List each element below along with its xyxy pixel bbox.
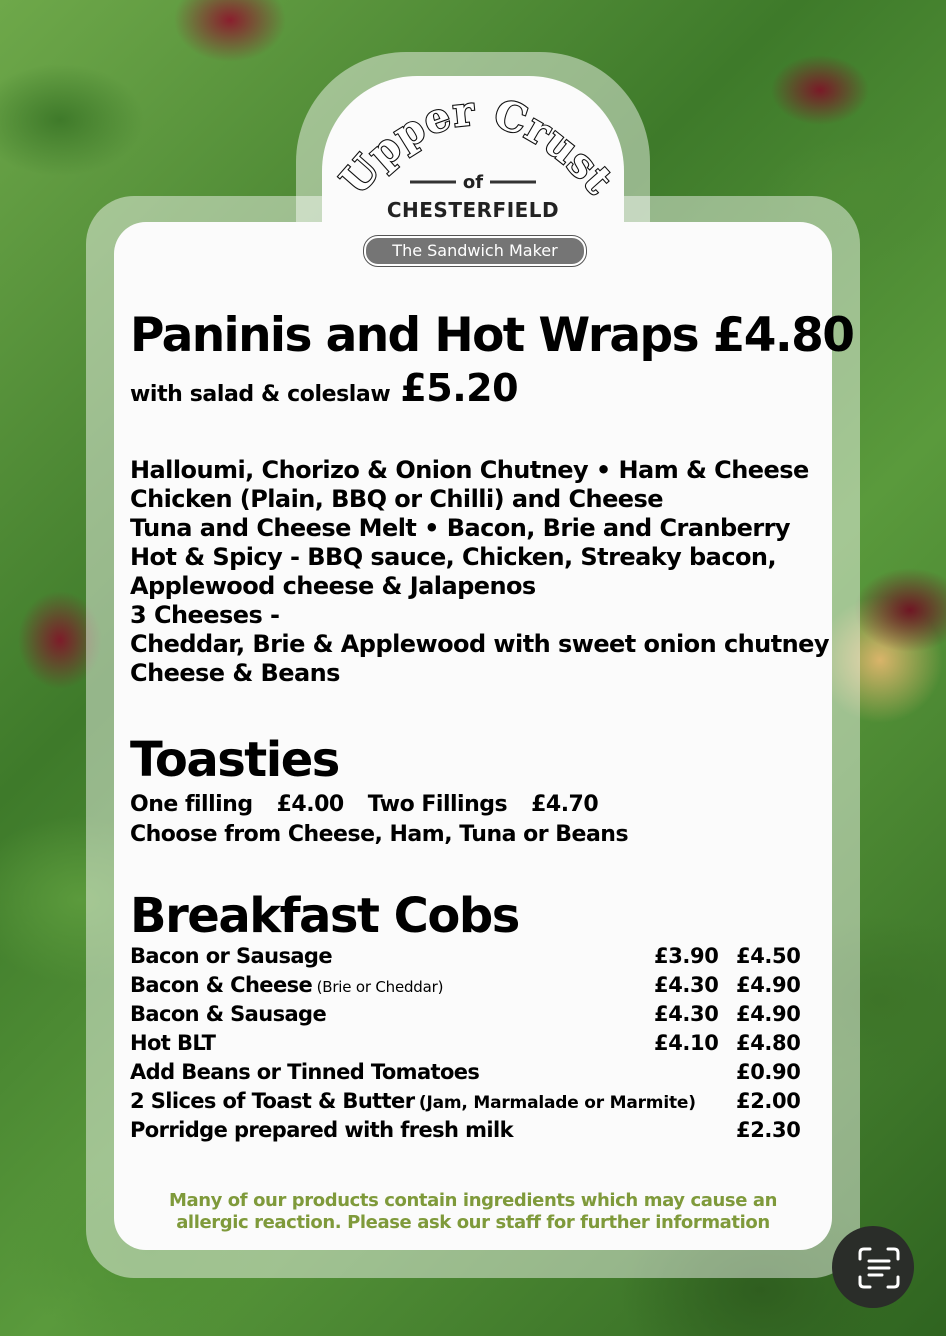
- breakfast-row: [130, 1116, 801, 1145]
- breakfast-row: [130, 971, 801, 1000]
- toasties-choose: Choose from Cheese, Ham, Tuna or Beans: [130, 822, 629, 847]
- allergy-line: Many of our products contain ingredients which may cause an: [168, 1190, 778, 1211]
- toastie-two-label: Two Fillings: [367, 792, 508, 817]
- item-price: £4.10: [654, 1031, 719, 1055]
- brand-of: of: [462, 172, 484, 193]
- toasties-prices: [130, 792, 598, 817]
- breakfast-list: [130, 942, 801, 1145]
- item-label: Hot BLT: [130, 1031, 216, 1055]
- item-note: (Brie or Cheddar): [316, 978, 444, 996]
- item-price: £2.00: [736, 1089, 801, 1113]
- item-note: (Jam, Marmalade or Marmite): [418, 1093, 696, 1113]
- panini-line: Tuna and Cheese Melt • Bacon, Brie and Cranberry: [130, 514, 791, 542]
- toastie-one-label: One filling: [130, 792, 253, 817]
- item-price: £3.90: [654, 944, 719, 968]
- item-label: Bacon & Sausage: [130, 1002, 327, 1026]
- item-price: £4.30: [654, 973, 719, 997]
- item-label: Porridge prepared with fresh milk: [130, 1118, 513, 1142]
- panini-line: Hot & Spicy - BBQ sauce, Chicken, Streaky bacon,: [130, 543, 777, 571]
- toasties-heading: Toasties: [130, 732, 339, 788]
- item-price: £0.90: [736, 1060, 801, 1084]
- panini-line: Cheddar, Brie & Applewood with sweet onion chutney: [130, 630, 829, 658]
- item-price-large: £4.50: [736, 944, 801, 968]
- toastie-two-price: £4.70: [531, 792, 599, 817]
- allergy-notice: [150, 1190, 796, 1234]
- breakfast-row: [130, 1087, 801, 1116]
- breakfast-row: [130, 942, 801, 971]
- salad-price-line: [130, 366, 518, 410]
- item-label: Bacon & Cheese: [130, 973, 313, 997]
- item-label: 2 Slices of Toast & Butter: [130, 1089, 415, 1113]
- allergy-line: allergic reaction. Please ask our staff for further information: [176, 1212, 770, 1233]
- breakfast-row: [130, 1058, 801, 1087]
- item-label: Bacon or Sausage: [130, 944, 332, 968]
- paninis-heading: Paninis and Hot Wraps £4.80: [130, 308, 854, 363]
- toastie-one-price: £4.00: [276, 792, 344, 817]
- brand-city: CHESTERFIELD: [386, 198, 560, 222]
- text-scan-icon: [838, 1227, 920, 1309]
- panini-line: Halloumi, Chorizo & Onion Chutney • Ham & Cheese: [130, 456, 809, 484]
- salad-price: £5.20: [400, 366, 519, 410]
- panini-line: 3 Cheeses -: [130, 601, 280, 629]
- text-scan-button[interactable]: [832, 1226, 914, 1308]
- item-price-large: £4.90: [736, 973, 801, 997]
- item-price-large: £4.80: [736, 1031, 801, 1055]
- panini-line: Cheese & Beans: [130, 659, 340, 687]
- breakfast-row: [130, 1000, 801, 1029]
- panini-list: [130, 456, 829, 688]
- item-price: £4.30: [654, 1002, 719, 1026]
- brand-logo: [322, 76, 624, 276]
- item-price-large: £4.90: [736, 1002, 801, 1026]
- panini-line: Applewood cheese & Jalapenos: [130, 572, 536, 600]
- brand-name: Upper Crust: [331, 87, 623, 204]
- breakfast-heading: Breakfast Cobs: [130, 888, 519, 944]
- salad-label: with salad & coleslaw: [130, 382, 391, 407]
- item-price: £2.30: [736, 1118, 801, 1142]
- brand-arc-text: [322, 76, 624, 206]
- brand-tagline: The Sandwich Maker: [364, 236, 586, 266]
- item-label: Add Beans or Tinned Tomatoes: [130, 1060, 480, 1084]
- breakfast-row: [130, 1029, 801, 1058]
- panini-line: Chicken (Plain, BBQ or Chilli) and Cheese: [130, 485, 663, 513]
